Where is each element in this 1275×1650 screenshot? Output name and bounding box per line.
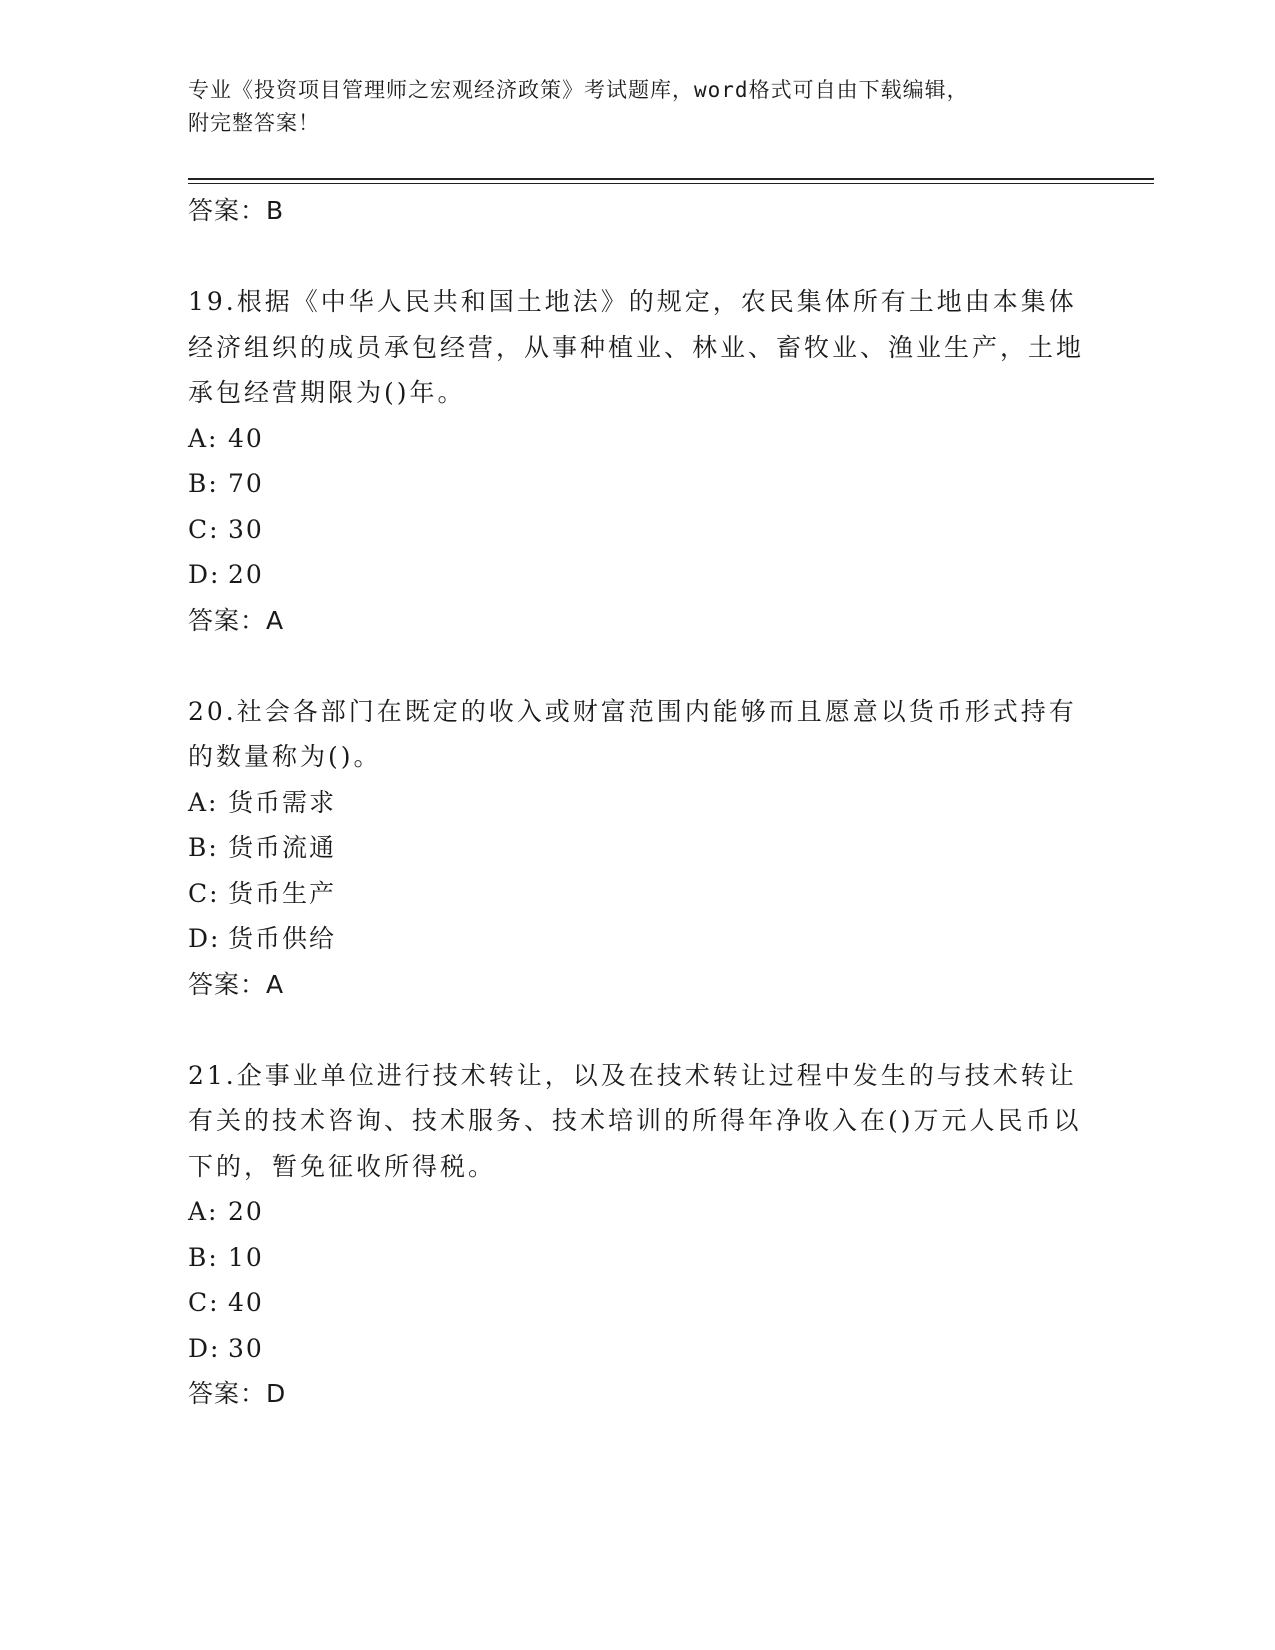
option-letter: C: xyxy=(188,878,220,908)
header-line-2: 附完整答案！ xyxy=(188,111,320,135)
option-text: 货币流通 xyxy=(228,833,337,862)
option-letter: A: xyxy=(188,423,219,453)
option-text: 70 xyxy=(228,469,264,498)
option-text: 30 xyxy=(228,1333,264,1363)
option-text: 30 xyxy=(228,514,264,544)
question-list xyxy=(188,188,1088,1416)
answer-line: 答案：D xyxy=(188,1379,287,1408)
option-c xyxy=(188,871,1088,917)
option-a xyxy=(188,416,1088,462)
option-text: 20 xyxy=(228,560,264,589)
header-line-1: 专业《投资项目管理师之宏观经济政策》考试题库，word格式可自由下载编辑， xyxy=(188,78,969,102)
option-letter: A: xyxy=(188,1197,219,1226)
answer-line: 答案：A xyxy=(188,605,285,635)
option-letter: B: xyxy=(188,469,219,498)
option-c xyxy=(188,1280,1088,1326)
option-text: 10 xyxy=(228,1242,264,1272)
option-letter: B: xyxy=(188,1242,219,1272)
option-letter: D: xyxy=(188,1333,221,1363)
question-19 xyxy=(188,279,1088,643)
option-text: 货币生产 xyxy=(228,878,337,908)
question-stem: 20.社会各部门在既定的收入或财富范围内能够而且愿意以货币形式持有的数量称为()。 xyxy=(188,696,1077,771)
option-d xyxy=(188,552,1088,598)
question-stem: 19.根据《中华人民共和国土地法》的规定，农民集体所有土地由本集体经济组织的成员承包经营，从事种植业、林业、畜牧业、渔业生产，土地承包经营期限为()年。 xyxy=(188,287,1085,407)
document-header xyxy=(188,74,1088,140)
option-a xyxy=(188,1189,1088,1235)
option-text: 40 xyxy=(228,423,264,453)
answer-line: 答案：A xyxy=(188,969,285,999)
header-divider-thin xyxy=(188,183,1154,184)
option-b xyxy=(188,461,1088,507)
option-a xyxy=(188,780,1088,826)
question-20 xyxy=(188,689,1088,1007)
option-b xyxy=(188,825,1088,871)
option-letter: B: xyxy=(188,833,219,862)
option-d xyxy=(188,916,1088,962)
option-text: 40 xyxy=(228,1288,264,1317)
header-divider-thick xyxy=(188,178,1154,180)
option-letter: A: xyxy=(188,787,219,817)
question-stem: 21.企事业单位进行技术转让，以及在技术转让过程中发生的与技术转让有关的技术咨询、技术服务、技术培训的所得年净收入在()万元人民币以下的，暂免征收所得税。 xyxy=(188,1060,1082,1181)
option-text: 20 xyxy=(228,1197,264,1226)
option-text: 货币供给 xyxy=(228,924,337,953)
previous-answer: 答案：B xyxy=(188,196,285,225)
option-letter: D: xyxy=(188,560,221,589)
option-letter: C: xyxy=(188,1288,220,1317)
option-d xyxy=(188,1326,1088,1372)
option-letter: D: xyxy=(188,924,221,953)
option-c xyxy=(188,507,1088,553)
option-b xyxy=(188,1235,1088,1281)
option-letter: C: xyxy=(188,514,220,544)
option-text: 货币需求 xyxy=(228,787,337,817)
question-21 xyxy=(188,1053,1088,1417)
